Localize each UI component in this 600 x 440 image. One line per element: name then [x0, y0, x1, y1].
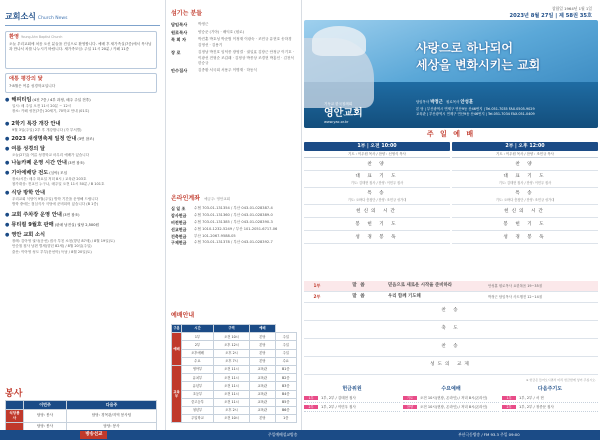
schedule-header: 구역	[213, 325, 249, 333]
service-header-next: 다음주	[67, 401, 157, 410]
order-item	[304, 158, 450, 171]
schedule-cell: 본당	[250, 341, 275, 349]
account-row	[171, 206, 296, 211]
account-row	[171, 213, 296, 218]
table-row	[172, 374, 297, 382]
order-item	[452, 171, 598, 188]
schedule-cell: B3층	[275, 382, 296, 390]
news-item-title	[5, 146, 160, 153]
order-item-detail: 기도: 김태현 집사 / 찬양: 이민우 집사	[498, 181, 552, 185]
news-item-heading: 나눔카페 운영 시간 안내	[11, 160, 67, 166]
news-item	[5, 160, 160, 167]
schedule-cell: 1부	[182, 333, 214, 341]
schedule-cell: 오후 7시	[213, 357, 249, 365]
order-item-title: 대 표 기 도	[355, 174, 399, 179]
broadcast-badge: 방송선교	[80, 431, 107, 439]
table-row	[172, 365, 297, 373]
roster-title: 헌금위원	[342, 386, 362, 392]
account-number: 수협 703-01-131354 / 부산 043-01-028387-4	[194, 206, 273, 210]
account-number: 부산 101-2067-9588-05	[194, 233, 236, 238]
closing-item: 찬 송	[441, 308, 461, 314]
bullet-icon: ●	[5, 136, 10, 143]
account-number: 수협 1010-1232-5249 / 부산 101-2051-6717-06	[194, 226, 278, 231]
schedule-table	[171, 324, 297, 423]
service-title: 봉사	[5, 389, 23, 399]
service-header-this: 이번주	[24, 401, 67, 410]
worship-column	[302, 0, 600, 440]
schedule-cell: 초등부	[182, 390, 214, 398]
account-type: 감사헌금	[171, 212, 187, 218]
news-item-heading: 식당 방학 안내	[11, 190, 46, 196]
schedule-cell: 수요	[275, 357, 296, 365]
table-row	[172, 415, 297, 423]
roster-value: 1부, 2부 / 김태현 집사	[321, 395, 356, 400]
staff-role: 안수집사	[171, 68, 188, 74]
roster-line	[304, 394, 400, 403]
roster-tag: 2부	[502, 405, 516, 409]
roster-tag: 기도	[403, 396, 417, 400]
roster-box	[304, 386, 400, 412]
news-item-heading: 영안 교회 소식	[11, 232, 46, 238]
closing-row	[304, 357, 598, 375]
schedule-cell: B1층	[275, 365, 296, 373]
staff-row	[171, 50, 296, 66]
schedule-title: 예배안내	[171, 312, 195, 319]
church-banner	[304, 20, 598, 128]
order-item	[304, 218, 450, 231]
schedule-cell: 본당	[250, 333, 275, 341]
service-cell: 담당: 봉사	[67, 422, 157, 431]
roster-title: 수요예배	[441, 386, 461, 392]
bullet-icon: ●	[5, 190, 10, 197]
news-item-note: (판매 남전실) 권당 2,500원	[54, 223, 99, 228]
welcome-title: 환영 Young-Ahn Baptist Church	[9, 34, 63, 40]
news-item-detail: 우리교회 식당이 9월(주일) 방학 기간을 운영해 드립니다	[12, 197, 99, 202]
news-title: 교회소식 Church News	[5, 12, 68, 21]
news-item-note: (4천 7층 / 4부 과정, 매주 주일 전후)	[32, 98, 91, 103]
established-date: 창립일 1964년 1월 1일	[551, 6, 592, 11]
divider	[5, 25, 160, 26]
issue-header	[302, 6, 592, 20]
sermon-title: 믿음으로 새로운 시작을 준비하라	[388, 283, 452, 289]
schedule-cell: 본당	[250, 415, 275, 423]
account-type: 선교헌금	[171, 226, 187, 232]
schedule-cell: 주일	[275, 333, 296, 341]
news-item-heading: 2학기 특강 개강 안내	[11, 121, 61, 127]
sermon-service: 2부	[313, 294, 321, 300]
news-item-detail: 9월 3일(주일) 2부 후 개강합니다 (각 부서별)	[12, 128, 82, 133]
banner-tree	[312, 26, 366, 56]
roster-box	[403, 386, 499, 412]
service-2-order	[452, 142, 598, 244]
schedule-cell: 오전 11시	[213, 365, 249, 373]
order-item-title: 헌신의 시간	[356, 209, 398, 214]
service-1-order	[304, 142, 450, 244]
order-item-detail: 기도: 오바다 총청단 / 찬양: 조민규 성가대	[347, 198, 407, 202]
staff-row	[171, 37, 296, 48]
schedule-cell: 주일	[275, 349, 296, 357]
news-item	[5, 222, 160, 229]
roster-line	[304, 403, 400, 412]
schedule-cell: 오전 11시	[213, 382, 249, 390]
order-item-title: 성 경 봉 독	[355, 235, 399, 240]
table-row	[172, 341, 297, 349]
order-item-title: 봉 헌 기 도	[355, 222, 399, 227]
schedule-cell: 오후 2시	[213, 406, 249, 414]
bullet-icon: ●	[5, 160, 10, 167]
news-item-title	[5, 136, 160, 143]
table-row	[172, 357, 297, 365]
order-item	[452, 218, 598, 231]
schedule-cell: 오후 12시	[213, 341, 249, 349]
news-item-detail: 안순철 집사 남편 별세(향년 82세) / 8월 20일(주일)	[12, 244, 92, 249]
table-row	[172, 382, 297, 390]
news-item-detail: 장소: 카페 성전(7층) 20세기, 70학교 안내 (01호)	[12, 109, 90, 114]
order-item	[452, 231, 598, 244]
broadcast-label: 주일예배설교방송	[268, 432, 298, 438]
table-row	[172, 349, 297, 357]
accounts-list	[171, 206, 296, 247]
roster-value: 1부, 2부 / 이민우 집사	[321, 404, 356, 409]
order-item	[304, 231, 450, 244]
sermon-label: 말 씀	[352, 282, 366, 288]
order-item	[304, 188, 450, 205]
table-row	[172, 406, 297, 414]
service-2-head: 2부 | 오후 12:00	[452, 142, 598, 151]
account-type: 구제헌금	[171, 240, 187, 246]
account-number: 수협 703-01-131378 / 부산 043-01-028392-7	[194, 240, 273, 245]
church-info: 담임목사 박정근 원로목사 안성훈 본 당 | 부산광역시 연제구 연산9동 산46번지 | Tel.051-7035 FAX.0505-9029 교육관 | 부산광역시 연제구 연산9동 산46번지 | Tel.051-7034 FAX.051-0409	[416, 100, 535, 116]
account-type: 십 일 조	[171, 206, 186, 211]
closing-row	[304, 339, 598, 357]
schedule-cell: 중고등부	[182, 398, 214, 406]
news-item	[5, 121, 160, 133]
sermon-service: 1부	[313, 283, 321, 289]
sermon-label: 말 씀	[352, 293, 366, 299]
issue-date: 2023년 8월 27일 | 제 58권 35호	[509, 13, 592, 20]
account-row	[171, 220, 296, 225]
staff-names: 양승준 (기아) · 배익호 (원로)	[198, 29, 245, 34]
roster-tag: 1부	[502, 396, 516, 400]
schedule-cell: 수요	[182, 357, 214, 365]
broadcast-info: 부산극동방송 / FM 93.3 주일 09:00	[458, 432, 520, 438]
schedule-cell: 교육관	[250, 382, 275, 390]
service-2-list	[452, 158, 598, 244]
schedule-cell: 주일	[275, 341, 296, 349]
schedule-cell: 교육관	[250, 374, 275, 382]
sermon-preacher: 안성훈 원로목사 요한복음 19~35절	[488, 283, 543, 288]
closing-row	[304, 303, 598, 321]
bullet-icon: ●	[5, 170, 10, 177]
news-item	[5, 212, 160, 219]
schedule-header: 시간	[182, 325, 214, 333]
account-row	[171, 240, 296, 245]
schedule-cell: 본당	[250, 357, 275, 365]
news-item-title	[5, 121, 160, 128]
order-item-title: 찬 양	[515, 162, 535, 167]
schedule-cell: 오전 11시	[213, 398, 249, 406]
bullet-icon: ●	[5, 222, 10, 229]
account-row	[171, 227, 296, 232]
account-number: 수협 703-01-131385 / 부산 043-01-028390-3	[194, 219, 273, 224]
table-row	[172, 390, 297, 398]
news-item-note: (3면 참조)	[77, 137, 94, 142]
service-header-blank	[6, 401, 24, 410]
closing-row	[304, 321, 598, 339]
news-item	[5, 232, 160, 255]
news-item-heading: 뮤티컬 9월호 판매	[11, 222, 54, 228]
roster-line	[403, 403, 499, 412]
news-item-detail: 출산: 이아영 성도 부부(문선아) 득남 / 8월 20일(토)	[12, 249, 92, 254]
service-table	[5, 400, 157, 432]
staff-row	[171, 22, 296, 28]
news-item-title	[5, 97, 160, 104]
schedule-cell: 오전 10시	[213, 333, 249, 341]
schedule-cell: 오후 2시	[213, 349, 249, 357]
shared-order	[304, 281, 598, 375]
sermon-preacher: 박정근 담임목사 사도행전 12~14절	[488, 294, 543, 299]
schedule-cell: B5층	[275, 398, 296, 406]
news-item-title	[5, 232, 160, 239]
service-cell: 담당: 경목관/지역 봉사팀	[67, 410, 157, 423]
news-item-title	[5, 160, 160, 167]
bullet-icon: ●	[5, 121, 10, 128]
bullet-icon: ●	[5, 146, 10, 153]
schedule-group: 교육부	[172, 365, 182, 422]
service-1-head: 1부 | 오전 10:00	[304, 142, 450, 151]
order-item	[452, 158, 598, 171]
news-item-note: (심야) 모임	[49, 171, 68, 176]
account-row	[171, 234, 296, 239]
schedule-cell: 유치부	[182, 374, 214, 382]
table-row	[6, 410, 157, 423]
staff-row	[171, 30, 296, 36]
news-item-title	[5, 222, 160, 229]
order-item-detail: 기도: 김태현 집사 / 찬양: 이민우 집사	[350, 181, 404, 185]
order-item-title: 특 송	[367, 191, 387, 196]
welcome-text: 오늘 우리교회에 처음 오신 분들을 진심으로 환영합니다. 예배 후 새가족실(7층)에서 목사님과 만나서 차를 나누시기 바랍니다. 새가족모임: 주일 11시 20분 / 카페 11층	[9, 42, 152, 52]
schedule-header-row	[172, 325, 297, 333]
schedule-cell: 1층	[275, 415, 296, 423]
accounts-title: 온라인계좌 예금주: 영안교회	[171, 195, 231, 202]
service-2-sub: 기도 : 이우원 목사 / 찬양 : 조민규 목사	[452, 151, 598, 158]
news-item-title	[5, 212, 160, 219]
roster-tag: 찬양	[403, 405, 417, 409]
news-item-title	[5, 170, 160, 177]
order-item-title: 성 경 봉 독	[503, 235, 547, 240]
worship-title: 주 일 예 배	[426, 130, 476, 138]
news-item-detail: 장례: 김아영 권사(공선) 집사 부친 소천(향년 87세) / 8월 19일(토)	[12, 239, 115, 244]
staff-role: 장 로	[171, 50, 181, 56]
footer-broadcast	[0, 430, 600, 440]
news-item	[5, 97, 160, 115]
order-item-detail: 기도: 오바다 총청단 / 찬양: 조민규 성가대	[495, 198, 555, 202]
roster-value: 1부, 2부 / 정종문 집사	[519, 404, 554, 409]
news-item-title	[5, 190, 160, 197]
order-item-title: 대 표 기 도	[503, 174, 547, 179]
service-cell: 담당: 봉사	[24, 422, 67, 431]
staff-list	[171, 22, 296, 76]
news-item-detail: 방학 중에는 점심식사 식당에 준비되어 있습니다 (B 1층)	[12, 202, 99, 207]
sermon-row	[304, 292, 598, 303]
condolence-title: 애통 평강의 닻	[9, 76, 43, 82]
schedule-cell: 교육관	[250, 365, 275, 373]
order-item	[452, 205, 598, 218]
schedule-group: 예배	[172, 333, 182, 366]
order-item	[304, 205, 450, 218]
service-1-list	[304, 158, 450, 244]
roster-value: 오전 10시(현장, 온라인) / 저녁 8시(온라인)	[420, 395, 488, 400]
church-news-column	[0, 0, 166, 440]
order-item-title: 특 송	[515, 191, 535, 196]
schedule-cell: 오전 11시	[213, 390, 249, 398]
schedule-cell: 유년부	[182, 382, 214, 390]
staff-column	[166, 0, 302, 440]
staff-names: 김정남 박진호 임덕종 장영결 · 권일효 김장근 안정규 이기호 · 이광선 전형순 조갑래 · 김정상 박종상 조경현 박홍인 · 김천석 한승규	[198, 50, 294, 65]
bullet-icon: ●	[5, 212, 10, 219]
news-item	[5, 190, 160, 208]
bullet-icon: ●	[5, 232, 10, 239]
schedule-cell: B6층	[275, 406, 296, 414]
roster-line	[502, 403, 598, 412]
schedule-header: 구분	[172, 325, 182, 333]
condolence-box	[5, 73, 157, 93]
offering-note: ※ 헌금은 들어오시면서 미리 헌금함에 넣어 주십시오.	[525, 378, 596, 382]
roster-title: 다음주기도	[537, 386, 563, 392]
roster-tag: 2부	[304, 405, 318, 409]
roster-tag: 1부	[304, 396, 318, 400]
roster-line	[403, 394, 499, 403]
schedule-cell: 교육관	[250, 398, 275, 406]
schedule-cell: B2층	[275, 374, 296, 382]
news-item-note: (3면 참조)	[62, 213, 80, 218]
table-row	[172, 398, 297, 406]
staff-names: 김종환 서국희 서용주 이병재 · 하동식	[198, 68, 257, 73]
schedule-cell: 2부	[182, 341, 214, 349]
news-item-heading: 해피티임	[11, 97, 32, 103]
sermon-row	[304, 281, 598, 292]
news-item-detail: 오늘(27일) 여름 성경학교 마무리 예배가 있습니다	[12, 153, 89, 158]
service-1-sub: 기도 : 이우원 목사 / 찬양 : 신영식 목사	[304, 151, 450, 158]
schedule-cell: B4층	[275, 390, 296, 398]
service-cell: 담당: 봉사	[24, 410, 67, 423]
roster-box	[502, 386, 598, 412]
order-item-title: 봉 헌 기 도	[503, 222, 547, 227]
news-item	[5, 146, 160, 158]
news-item-heading: 여름 성경의 달	[11, 146, 46, 152]
account-number: 수협 703-01-131360 / 부산 043-01-028389-0	[194, 212, 273, 217]
roster-line	[502, 394, 598, 403]
account-type: 건축헌금	[171, 233, 187, 239]
order-item	[452, 188, 598, 205]
church-logo: 기독교 한국침례회 영안교회 www.yac.or.kr	[324, 102, 363, 125]
news-item-detail: 참가대상: 전교인 누구나, 매주일 오전 11시 50분 / B 101호	[12, 182, 105, 187]
staff-role: 담임목사	[171, 22, 188, 27]
closing-item: 성도의 교제	[430, 362, 472, 368]
schedule-cell: 오전 11시	[213, 374, 249, 382]
banner-slogan: 사랑으로 하나되어 세상을 변화시키는 교회	[416, 41, 541, 73]
staff-row	[171, 68, 296, 74]
sermon-title: 우리 함께 기도해	[388, 294, 421, 300]
condolence-text: 7·8월은 여름 성경학교입니다	[9, 84, 56, 89]
schedule-cell: 교육관	[250, 406, 275, 414]
schedule-cell: 청년부	[182, 406, 214, 414]
roster-value: 1부, 2부 / 서 현	[519, 395, 544, 400]
schedule-cell: 오전 10시	[213, 415, 249, 423]
staff-role: 원로목사	[171, 29, 188, 35]
order-item-title: 찬 양	[367, 162, 387, 167]
order-item-title: 헌신의 시간	[504, 209, 546, 214]
news-item-detail: 일시: 매 주일 오전 11시 20분 ~ 12시	[12, 104, 72, 109]
news-item-heading: 2023 새생명축제 일정 안내	[11, 136, 77, 142]
schedule-cell: 주일학교	[182, 415, 214, 423]
staff-names: 박진훈 박호성 박준범 이정재 이광숙 · 조민규 유현호 송하경 김영선 · 김용기	[198, 37, 292, 47]
bullet-icon: ●	[5, 97, 10, 104]
order-item	[304, 171, 450, 188]
schedule-header: 예배	[250, 325, 275, 333]
staff-names: 박정근	[198, 22, 209, 26]
table-row	[172, 333, 297, 341]
staff-role: 목 회 자	[171, 37, 187, 43]
staff-title: 섬기는 분들	[171, 10, 203, 17]
schedule-cell: 교육관	[250, 390, 275, 398]
news-item-detail: 장소/시간: 매주 화요일 저녁 8시 / 교육관 203호	[12, 177, 87, 182]
schedule-cell: 오후예배	[182, 349, 214, 357]
news-item-heading: 교회 주차장 운영 안내	[11, 212, 62, 218]
schedule-cell: 본당	[250, 349, 275, 357]
account-type: 비전헌금	[171, 219, 187, 225]
closing-item: 축 도	[441, 326, 461, 332]
news-item	[5, 136, 160, 143]
welcome-box	[5, 31, 157, 69]
news-item	[5, 170, 160, 188]
news-item-note: (3면 참조)	[67, 161, 85, 166]
closing-item: 찬 송	[441, 344, 461, 350]
schedule-cell: 영아부	[182, 365, 214, 373]
service-row-label: 식당봉사	[6, 410, 24, 423]
news-item-heading: 기아에배당 전도	[11, 170, 49, 176]
roster-value: 오전 10시(현장, 온라인) / 저녁 8시(온라인)	[420, 404, 488, 409]
